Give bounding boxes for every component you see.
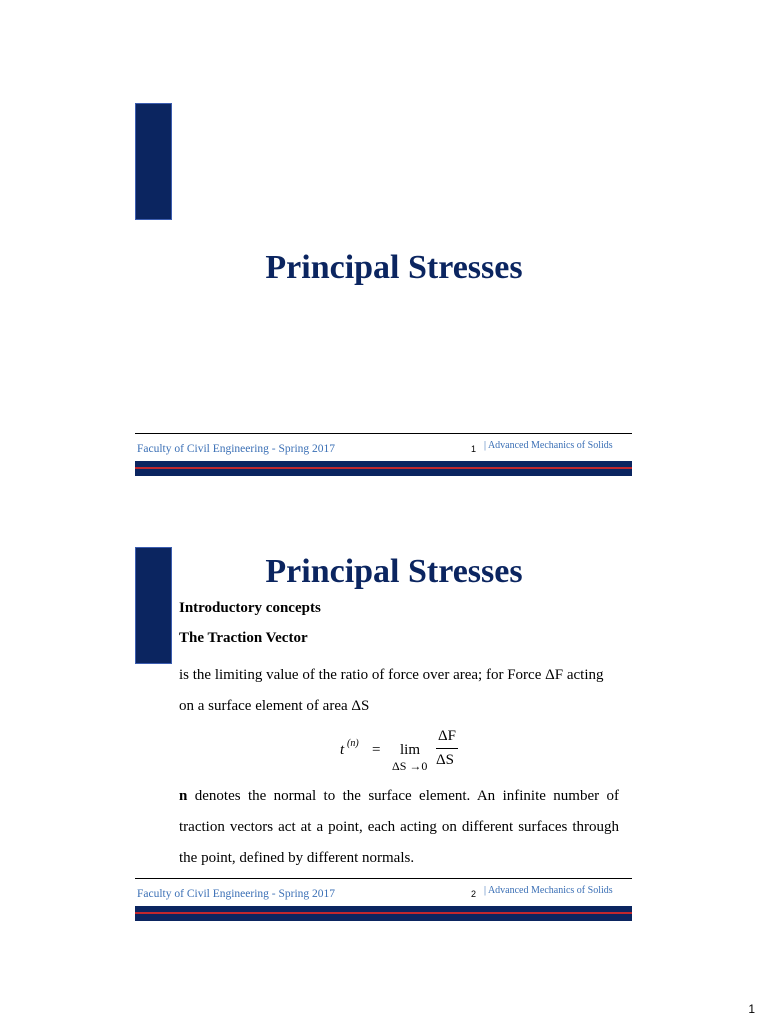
eq-superscript: (n) xyxy=(347,738,359,749)
eq-lhs: t xyxy=(340,742,345,758)
traction-heading: The Traction Vector xyxy=(179,630,308,646)
footer-band xyxy=(135,461,632,476)
slide-1 xyxy=(0,0,768,490)
eq-subscript: ΔS →0 xyxy=(392,759,428,773)
intro-heading: Introductory concepts xyxy=(179,600,321,616)
eq-denominator: ΔS xyxy=(436,752,454,768)
eq-equals: = xyxy=(372,742,381,758)
footer-red-stripe xyxy=(135,467,632,469)
traction-normal-paragraph xyxy=(179,781,619,874)
footer-faculty: Faculty of Civil Engineering - Spring 2017 xyxy=(137,443,336,455)
footer-divider xyxy=(135,433,632,434)
accent-bar xyxy=(135,547,172,664)
footer-divider xyxy=(135,878,632,879)
slide-number: 1 xyxy=(471,444,477,454)
normal-symbol: n xyxy=(179,788,188,804)
slide-2 xyxy=(0,500,768,930)
traction-equation xyxy=(340,726,480,776)
footer-course: | Advanced Mechanics of Solids xyxy=(484,885,613,896)
footer-course: | Advanced Mechanics of Solids xyxy=(484,440,613,451)
footer-faculty: Faculty of Civil Engineering - Spring 2017 xyxy=(137,888,336,900)
accent-bar xyxy=(135,103,172,220)
slide-number: 2 xyxy=(471,889,477,899)
eq-numerator: ΔF xyxy=(438,728,456,744)
page-number: 1 xyxy=(748,1002,755,1016)
footer-red-stripe xyxy=(135,912,632,914)
eq-fraction-bar xyxy=(436,748,458,749)
traction-definition: is the limiting value of the ratio of force over area; for Force ΔF acting on a surface element of area ΔS xyxy=(179,667,604,714)
footer-band xyxy=(135,906,632,921)
normal-description: denotes the normal to the surface element. An infinite number of traction vectors act at a point, each acting on different surfaces through the point, defined by different normals. xyxy=(179,788,619,866)
eq-operator: lim xyxy=(400,742,421,758)
slide-title: Principal Stresses xyxy=(265,249,523,286)
slide-title: Principal Stresses xyxy=(265,553,523,590)
